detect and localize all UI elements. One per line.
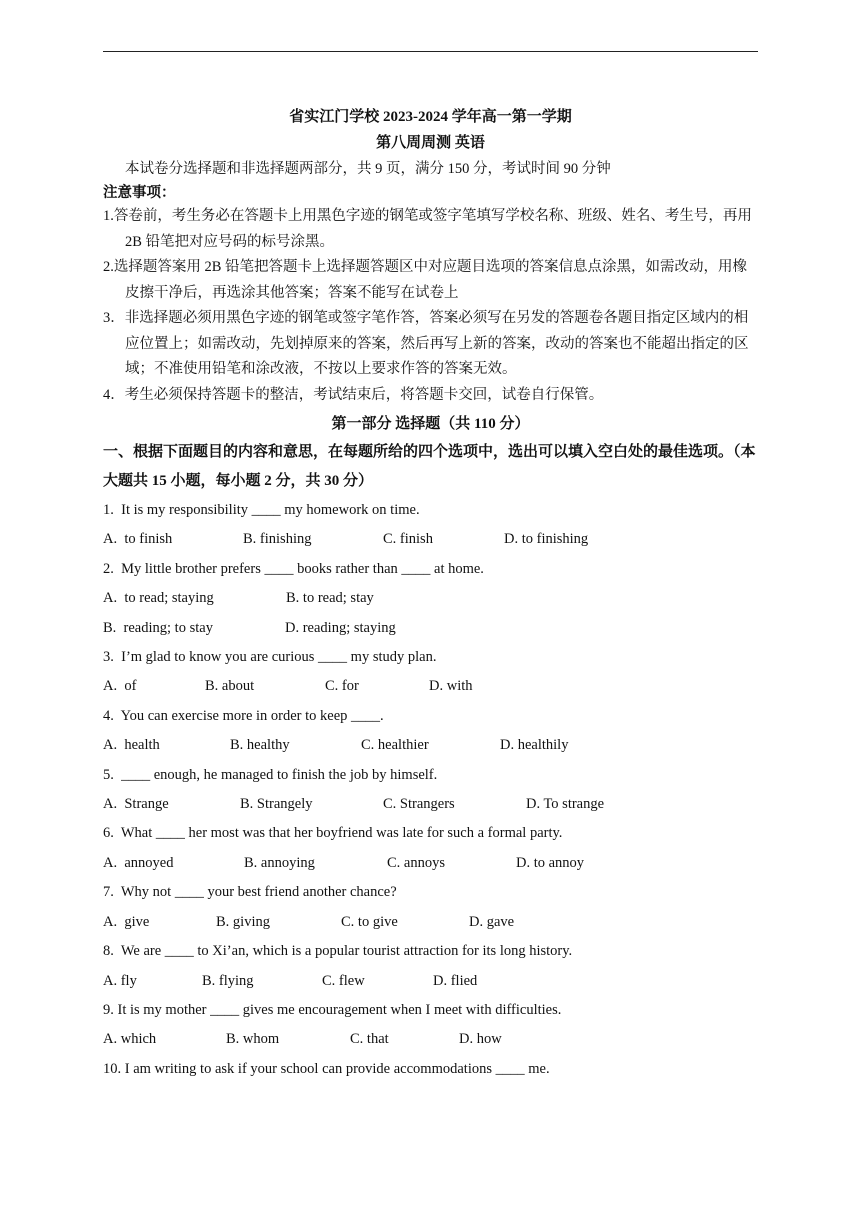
question-5-stem: 5. ____ enough, he managed to finish the job by himself. — [103, 766, 438, 783]
question-1-stem: 1. It is my responsibility ____ my homework on time. — [103, 502, 420, 518]
option-d: D. healthily — [500, 737, 569, 754]
question-7-options — [103, 908, 758, 937]
exam-intro: 本试卷分选择题和非选择题两部分，共 9 页，满分 150 分，考试时间 90 分钟 — [125, 161, 611, 177]
question-7-stem: 7. Why not ____ your best friend another chance? — [103, 884, 397, 901]
option-d: D. reading; staying — [285, 619, 396, 636]
question-1-options — [103, 525, 758, 554]
option-b: B. flying — [202, 972, 254, 989]
question-2-stem: 2. My little brother prefers ____ books rather than ____ at home. — [103, 560, 484, 577]
option-c: C. for — [325, 678, 359, 695]
option-b: B. whom — [226, 1031, 280, 1048]
question-3-options — [103, 672, 758, 701]
question-2-options-row-2 — [103, 614, 758, 643]
option-d: D. gave — [469, 913, 515, 930]
exam-content — [103, 104, 758, 1084]
option-d: D. to annoy — [516, 854, 585, 871]
question-6-stem: 6. What ____ her most was that her boyfriend was late for such a formal party. — [103, 825, 563, 842]
option-a: A. of — [103, 678, 137, 695]
option-c: C. flew — [322, 972, 365, 989]
exam-title: 省实江门学校 2023-2024 学年高一第一学期 — [289, 109, 572, 125]
part-one-title: 第一部分 选择题（共 110 分） — [331, 416, 530, 432]
option-d: D. how — [459, 1031, 502, 1048]
option-b: B. to read; stay — [286, 590, 374, 607]
section-one-heading: 一、根据下面题目的内容和意思，在每题所给的四个选项中，选出可以填入空白处的最佳选项。（本大题共 15 小题，每小题 2 分，共 30 分） — [103, 444, 756, 489]
question-8-options — [103, 967, 758, 996]
option-d: D. with — [429, 678, 473, 695]
option-c: C. annoys — [387, 854, 445, 871]
option-c: C. healthier — [361, 737, 429, 754]
option-d: D. flied — [433, 972, 478, 989]
option-a: A. which — [103, 1031, 157, 1048]
option-c: C. Strangers — [383, 796, 455, 813]
header-rule — [103, 51, 758, 52]
exam-subtitle: 第八周周测 英语 — [376, 135, 485, 151]
notice-item-2: 2.选择题答案用 2B 铅笔把答题卡上选择题答题区中对应题目选项的答案信息点涂黑，如需改动，用橡皮擦干净后，再选涂其他答案；答案不能写在试卷上 — [103, 259, 748, 301]
question-9-options — [103, 1025, 758, 1054]
notice-item-3: 3．非选择题必须用黑色字迹的钢笔或签字笔作答，答案必须写在另发的答题卷各题目指定区域内的相应位置上；如需改动，先划掉原来的答案，然后再写上新的答案，改动的答案也不能超出指定的区域；不准使用铅笔和涂改液，不按以上要求作答的答案无效。 — [103, 310, 749, 377]
option-c: C. finish — [383, 531, 433, 548]
question-5-options — [103, 790, 758, 819]
option-b: B. about — [205, 678, 255, 695]
question-3-stem: 3. I’m glad to know you are curious ____ my study plan. — [103, 649, 437, 666]
option-b: B. Strangely — [240, 796, 313, 813]
notice-heading: 注意事项： — [103, 185, 176, 201]
option-c: C. to give — [341, 913, 398, 930]
option-d: D. to finishing — [504, 531, 589, 548]
option-c: C. that — [350, 1031, 389, 1048]
notice-item-1: 1.答卷前，考生务必在答题卡上用黑色字迹的钢笔或签字笔填写学校名称、班级、姓名、考生号，再用 2B 铅笔把对应号码的标号涂黑。 — [103, 208, 752, 250]
option-a: A. to finish — [103, 531, 173, 548]
notice-item-4: 4．考生必须保持答题卡的整洁，考试结束后，将答题卡交回，试卷自行保管。 — [103, 386, 604, 403]
option-b: B. finishing — [243, 531, 312, 548]
option-b: B. healthy — [230, 737, 290, 754]
question-2-options-row-1 — [103, 584, 758, 613]
option-b-second: B. reading; to stay — [103, 619, 213, 636]
option-a: A. annoyed — [103, 854, 174, 871]
option-b: B. annoying — [244, 854, 315, 871]
option-a: A. health — [103, 737, 160, 754]
option-a: A. give — [103, 913, 150, 930]
question-4-stem: 4. You can exercise more in order to keep ____. — [103, 707, 384, 724]
question-10-stem: 10. I am writing to ask if your school can provide accommodations ____ me. — [103, 1060, 550, 1077]
option-a: A. fly — [103, 972, 137, 989]
question-9-stem: 9. It is my mother ____ gives me encouragement when I meet with difficulties. — [103, 1001, 562, 1018]
option-b: B. giving — [216, 913, 270, 930]
question-8-stem: 8. We are ____ to Xi’an, which is a popular tourist attraction for its long history. — [103, 943, 573, 960]
question-4-options — [103, 731, 758, 760]
option-a: A. to read; staying — [103, 590, 214, 607]
option-d: D. To strange — [526, 796, 605, 813]
option-a: A. Strange — [103, 796, 169, 813]
question-6-options — [103, 849, 758, 878]
